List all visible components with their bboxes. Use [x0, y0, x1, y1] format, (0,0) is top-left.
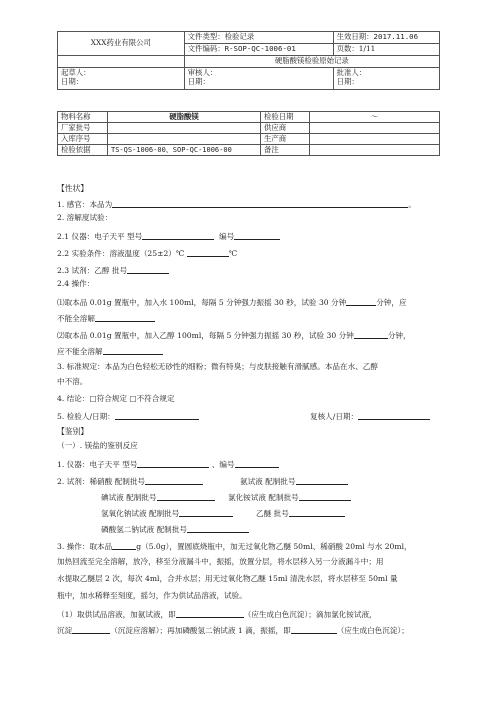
- line-id-op4: 瓶中，加水稀释至刻度，摇匀，作为供试品溶液，试验。: [57, 591, 247, 600]
- blank-id-model[interactable]: [137, 459, 209, 468]
- manufacturer-label: 厂家批号: [58, 123, 108, 134]
- line-instrument: 2.1 仪器：电子天平 型号 编号: [57, 231, 280, 241]
- line-magnesium-id: （一）. 镁盐的鉴别反应: [57, 441, 138, 450]
- drafter-label: 起草人：: [61, 68, 91, 77]
- blank-reviewer[interactable]: [358, 411, 430, 420]
- line-id-reagent1: 2. 试剂：稀硝酸 配制批号: [57, 476, 203, 486]
- blank-ammonia-lot[interactable]: [296, 476, 348, 485]
- basis-label: 检验依据: [58, 145, 108, 156]
- material-value: 硬脂酸镁: [108, 112, 261, 123]
- section-character: 【性状】: [57, 184, 89, 193]
- blank-model[interactable]: [142, 231, 214, 240]
- blank-temperature[interactable]: [187, 248, 229, 257]
- effective-date: 生效日期：2017.11.06: [333, 32, 439, 44]
- line-reviewer: 复核人/日期：: [310, 411, 430, 422]
- line-id-test1: （1）取供试品溶液，加氨试液，即 （应生成白色沉淀）；滴加氯化铵试液，: [57, 610, 377, 619]
- blank-op2-result[interactable]: [103, 346, 163, 355]
- line-conditions: 2.2 实验条件：溶液温度（25±2）℃ ℃: [57, 249, 238, 258]
- blank-naoh-lot[interactable]: [179, 508, 233, 517]
- blank-sensory[interactable]: [112, 199, 408, 208]
- basis-value: TS-QS-1006-00、SOP-QC-1006-00: [108, 145, 261, 156]
- blank-op2-minutes[interactable]: [354, 330, 388, 339]
- line-id-reagent3b: 乙醚 批号: [256, 508, 345, 519]
- blank-iodine-lot[interactable]: [157, 492, 215, 501]
- blank-op1-minutes[interactable]: [346, 297, 376, 306]
- drafter-date-label: 日期：: [61, 76, 84, 86]
- material-label: 物料名称: [58, 112, 108, 123]
- line-op2: ⑵取本品 0.01g 置瓶中，加入乙醇 100ml，每隔 5 分钟强力振摇 30 秒，试验 30 分钟 分钟，: [57, 331, 411, 340]
- blank-test2-result[interactable]: [72, 625, 110, 634]
- lot-label: 入库序号: [58, 134, 108, 145]
- line-operation: 2.4 操作：: [57, 279, 95, 288]
- blank-nitric-lot[interactable]: [145, 476, 203, 485]
- line-id-instrument: 1. 仪器：电子天平 型号 、编号: [57, 459, 279, 469]
- line-id-reagent2b: 氯化铵试液 配制批号: [228, 492, 351, 503]
- line-conclusion: 4. 结论：□符合规定 □不符合规定: [57, 394, 175, 403]
- reviewer-date-label: 日期：: [187, 76, 210, 86]
- line-reagent: 2.3 试剂：乙醇 批号: [57, 265, 169, 275]
- line-op1-result: 不能全溶解: [57, 313, 155, 323]
- approver-label: 批准人：: [336, 68, 367, 77]
- supplier-label: 供应商: [261, 123, 310, 134]
- blank-inspector[interactable]: [115, 411, 199, 420]
- line-op2-result: 应不能全溶解: [57, 346, 163, 356]
- blank-test1-result[interactable]: [176, 609, 244, 618]
- line-id-reagent4: 磷酸氢二钠试液 配制批号: [101, 524, 249, 535]
- doc-type: 文件类型：检验记录: [184, 32, 333, 44]
- approver-date-label: 日期：: [336, 76, 359, 86]
- blank-phosphate-lot[interactable]: [187, 524, 249, 533]
- line-id-op2: 加热回流至完全溶解，放冷，移至分液漏斗中，振摇，放置分层，将水层移入另一分液漏斗中；用: [57, 557, 384, 566]
- reviewer-label: 审核人：: [187, 68, 218, 77]
- blank-op1-result[interactable]: [95, 313, 155, 322]
- blank-ether-lot[interactable]: [289, 508, 345, 517]
- line-standard-cont: 中不溶。: [57, 377, 88, 386]
- doc-title: 硬脂酸镁检验原始记录: [184, 56, 439, 68]
- line-solubility: 2. 溶解度试验：: [57, 213, 113, 222]
- blank-id-number[interactable]: [235, 459, 279, 468]
- producer-label: 生产商: [261, 134, 310, 145]
- company-name: XXX药业有限公司: [58, 32, 185, 56]
- blank-ammonium-chloride-lot[interactable]: [299, 492, 351, 501]
- blank-sample-mass[interactable]: [112, 541, 136, 550]
- test-date-label: 检验日期: [261, 112, 310, 123]
- page-number: 页数：1/11: [333, 44, 439, 56]
- header-table: [57, 31, 440, 90]
- blank-test3-result[interactable]: [291, 625, 337, 634]
- blank-ethanol-lot[interactable]: [127, 265, 169, 274]
- line-inspector: 5. 检验人/日期：: [57, 411, 199, 421]
- line-id-reagent1b: 氨试液 配制批号: [240, 476, 348, 487]
- remark-label: 备注: [261, 145, 310, 156]
- line-id-reagent2: 碘试液 配制批号: [101, 492, 215, 503]
- blank-number[interactable]: [234, 231, 280, 240]
- section-identification: 【鉴别】: [57, 427, 89, 436]
- line-id-op3: 水提取乙醚层 2 次，每次 4ml，合并水层；用无过氧化物乙醚 15ml 清洗水层，将水层移至 50ml 量: [57, 574, 398, 583]
- line-op1: ⑴取本品 0.01g 置瓶中，加入水 100ml，每隔 5 分钟强力振摇 30 秒，试验 30 分钟 分钟，应: [57, 298, 407, 307]
- doc-code: 文件编码：R-SOP-QC-1006-01: [184, 44, 333, 56]
- line-id-reagent3: 氢氧化钠试液 配制批号: [101, 508, 233, 519]
- line-standard: 3. 标准规定：本品为白色轻松无砂性的细粉；微有特臭；与皮肤接触有滑腻感。本品在水、乙醇: [57, 362, 378, 371]
- test-date-value: ～: [310, 112, 440, 123]
- line-id-operation: 3. 操作：取本品 g（5.0g），置圆底烧瓶中，加无过氧化物乙醚 50ml、稀硝酸 20ml 与水 20ml，: [57, 542, 412, 551]
- line-sensory: 1. 感官：本品为 。: [57, 200, 416, 209]
- line-id-test2: 沉淀 （沉淀应溶解）；再加磷酸氢二钠试液 1 滴，振摇，即 （应生成白色沉淀）；: [57, 626, 409, 635]
- info-table: [57, 111, 440, 156]
